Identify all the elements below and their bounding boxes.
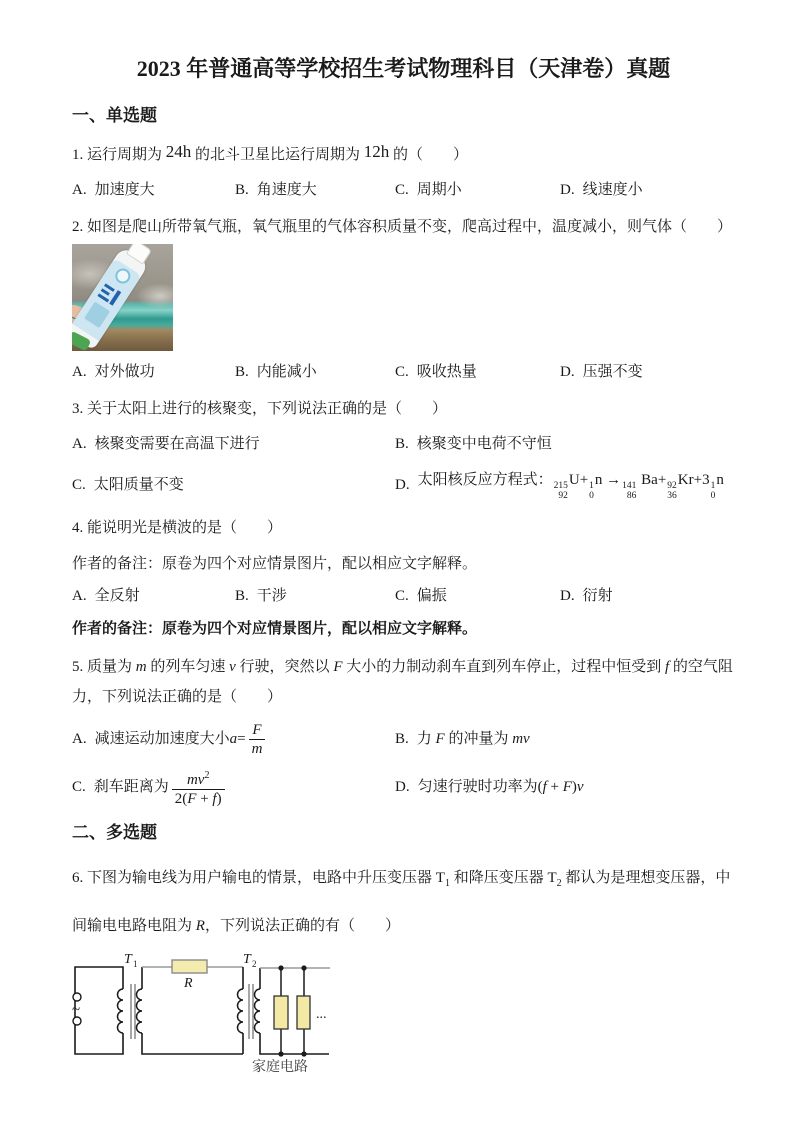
t2-primary-coil: [238, 989, 244, 1033]
q5-option-d: D. 匀速行驶时功率为(f + F)v: [395, 779, 584, 795]
section-heading-multi-choice: 二、多选题: [72, 823, 157, 842]
q2-option-b: B. 内能减小: [235, 364, 317, 380]
transmission-line-bottom: [142, 1033, 243, 1054]
question-5-stem: 5. 质量为 m 的列车匀速 v 行驶，突然以 F 大小的力制动刹车直到列车停止，过程中恒受到 f 的空气阻力，下列说法正确的是（ ）: [72, 659, 733, 705]
question-3-options-ab: [72, 432, 735, 456]
household-circuit-label: 家庭电路: [252, 1060, 308, 1075]
source-loop-wire: [75, 967, 123, 1054]
q3-option-a: A. 核聚变需要在高温下进行: [72, 436, 260, 452]
q3-option-c: C. 太阳质量不变: [72, 476, 184, 493]
junction-dot: [278, 965, 283, 970]
q1-option-d: D. 线速度小: [560, 182, 643, 198]
more-loads-ellipsis: ...: [316, 1007, 327, 1022]
household-wire-bottom: [260, 1033, 329, 1054]
line-resistor: [172, 960, 207, 973]
t1-secondary-coil: [137, 989, 143, 1033]
household-load-2: [297, 996, 310, 1029]
t1-primary-coil: [118, 989, 124, 1033]
question-4-author-note-2: 作者的备注：原卷为四个对应情景图片，配以相应文字解释。: [72, 621, 478, 637]
question-4-options: [72, 584, 735, 608]
junction-dot: [301, 1051, 306, 1056]
question-2-options: [72, 360, 735, 384]
junction-dot: [301, 965, 306, 970]
bottle-cap: [126, 244, 152, 265]
bottle-logo: [112, 266, 133, 287]
question-3-options-cd: [72, 468, 735, 501]
transformer-t2-label: T: [243, 952, 251, 967]
q2-option-a: A. 对外做功: [72, 364, 155, 380]
question-4-author-note-1: 作者的备注：原卷为四个对应情景图片，配以相应文字解释。: [72, 556, 478, 572]
question-2-stem: 2. 如图是爬山所带氧气瓶，氧气瓶里的气体容积质量不变，爬高过程中，温度减小，则气体（ ）: [72, 219, 733, 235]
household-load-1: [274, 996, 288, 1029]
source-terminal-top: [73, 993, 81, 1001]
oxygen-bottle: [72, 246, 150, 351]
circuit-diagram: [72, 951, 735, 1084]
question-3-stem: 3. 关于太阳上进行的核聚变，下列说法正确的是（ ）: [72, 401, 448, 417]
question-5-options-cd: [72, 765, 735, 809]
q4-option-a: A. 全反射: [72, 588, 140, 604]
transformer-t1-sub: 1: [133, 959, 138, 969]
page-title: 2023 年普通高等学校招生考试物理科目（天津卷）真题: [136, 56, 671, 81]
q3-option-b: B. 核聚变中电荷不守恒: [395, 436, 552, 452]
source-terminal-bottom: [73, 1017, 81, 1025]
q1-option-c: C. 周期小: [395, 182, 462, 198]
question-6-stem: 6. 下图为输电线为用户输电的情景，电路中升压变压器 $T_1$ 和降压变压器 $T_2$ 都认为是理想变压器，中间输电电路电阻为 R，下列说法正确的有（ ）: [72, 870, 731, 934]
question-4-stem: 4. 能说明光是横波的是（ ）: [72, 520, 283, 536]
q5-option-b: B. 力 F 的冲量为 mv: [395, 731, 530, 747]
question-1-stem: 1. 运行周期为 24h 的北斗卫星比运行周期为 12h 的（ ）: [72, 142, 469, 163]
junction-dot: [278, 1051, 283, 1056]
q2-option-d: D. 压强不变: [560, 364, 643, 380]
q2-option-c: C. 吸收热量: [395, 364, 477, 380]
oxygen-bottle-photo: [72, 244, 173, 351]
transformer-t1-label: T: [124, 952, 132, 967]
transformer-t2-sub: 2: [252, 959, 257, 969]
q4-option-d: D. 衍射: [560, 588, 613, 604]
ac-source-symbol: ~: [72, 1002, 81, 1018]
q3-option-d: D. 太阳核反应方程式： 215 92 U+ 1 0 n → 141 86 Ba+ 92 36 Kr+3 1 0 n: [395, 472, 724, 501]
q1-option-b: B. 角速度大: [235, 182, 317, 198]
section-heading-single-choice: 一、单选题: [72, 106, 157, 125]
q5-option-a: A. 减速运动加速度大小 a = $\frac{F}{m}$: [72, 721, 395, 758]
q4-option-c: C. 偏振: [395, 588, 447, 604]
q4-option-b: B. 干涉: [235, 588, 287, 604]
line-resistor-label: R: [184, 976, 193, 991]
q1-option-a: A. 加速度大: [72, 182, 155, 198]
question-5-options-ab: [72, 717, 735, 761]
q5-option-c: C. 刹车距离为 $\frac{mv^2}{2(F + f)}$: [72, 767, 395, 808]
t2-secondary-coil: [255, 989, 260, 1033]
question-1-options: [72, 178, 735, 202]
bottle-label: [72, 258, 141, 341]
